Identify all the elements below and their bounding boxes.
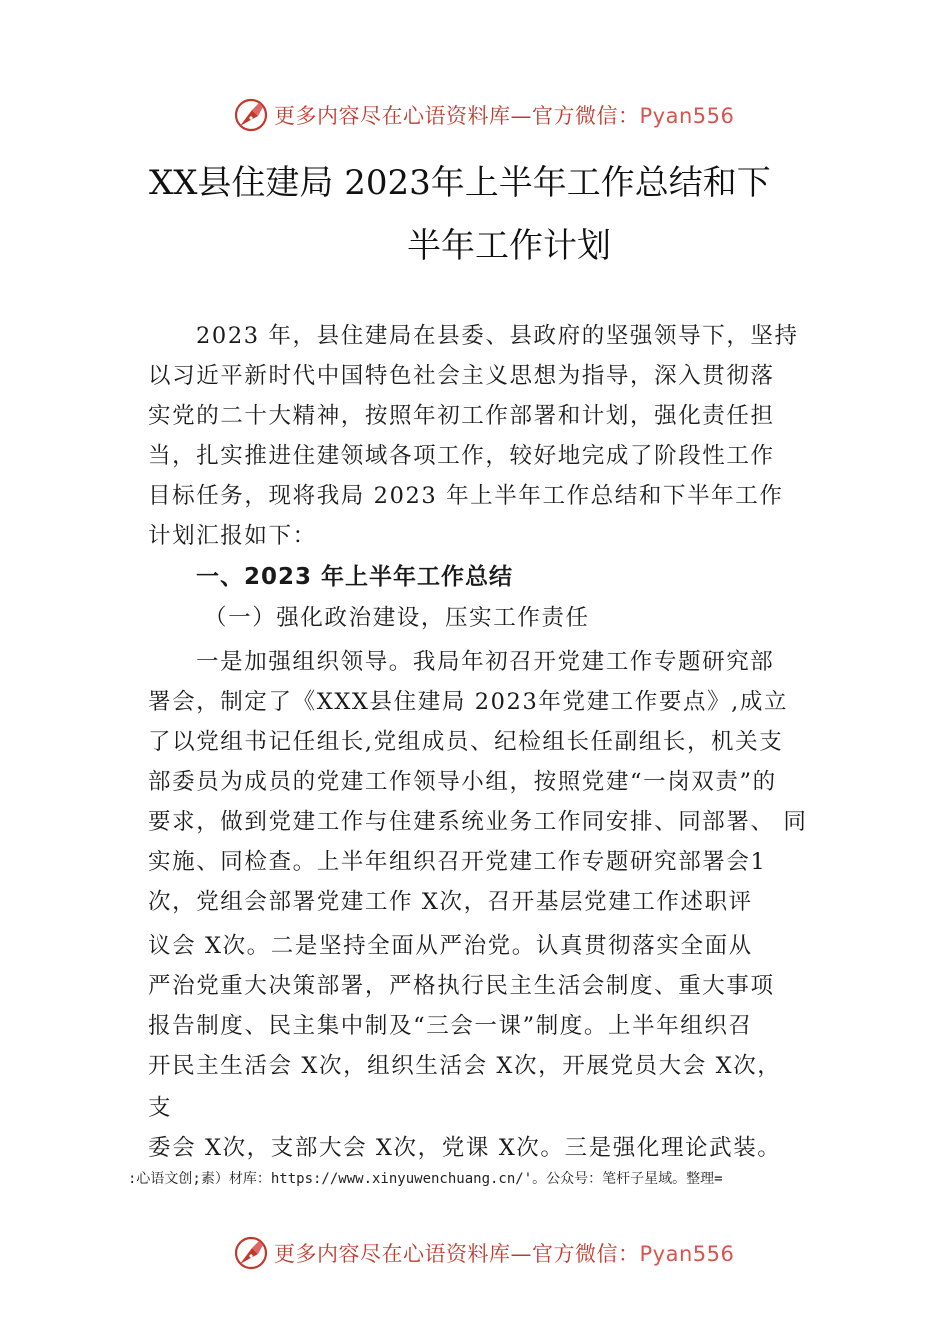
paragraph-line: 了以党组书记任组长,党组成员、纪检组长任副组长，机关支 (148, 729, 784, 755)
paragraph-line: 目标任务，现将我局 2023 年上半年工作总结和下半年工作 (148, 483, 784, 509)
paragraph-line: 开民主生活会 X次，组织生活会 X次，开展党员大会 X次， (148, 1053, 782, 1079)
banner-text: 更多内容尽在心语资料库—官方微信：Pyan556 (274, 104, 735, 128)
banner-wechat-id: Pyan556 (639, 104, 735, 128)
document-title-line-2: 半年工作计划 (407, 226, 611, 266)
banner-text: 更多内容尽在心语资料库—官方微信：Pyan556 (274, 1242, 735, 1266)
paragraph-line: 实施、同检查。上半年组织召开党建工作专题研究部署会1 (148, 849, 767, 875)
pen-nib-icon (232, 96, 270, 134)
header-banner (0, 94, 950, 138)
paragraph-line: 2023 年，县住建局在县委、县政府的坚强领导下，坚持 (196, 323, 799, 349)
section-heading: 一、2023 年上半年工作总结 (196, 564, 514, 590)
paragraph-line: 计划汇报如下： (148, 523, 317, 549)
paragraph-line: 实党的二十大精神，按照年初工作部署和计划，强化责任担 (148, 403, 775, 429)
source-footer: :心语文创;素）材库：https://www.xinyuwenchuang.cn/'。公众号：笔杆子星域。整理= (128, 1171, 723, 1187)
paragraph-line: 一是加强组织领导。我局年初召开党建工作专题研究部 (196, 649, 775, 675)
paragraph-line: 委会 X次，支部大会 X次，党课 X次。三是强化理论武装。 (148, 1135, 782, 1161)
paragraph-line: 部委员为成员的党建工作领导小组，按照党建“一岗双责”的 (148, 769, 777, 795)
paragraph-line: 要求，做到党建工作与住建系统业务工作同安排、同部署、 同 (148, 809, 808, 835)
footer-banner (0, 1232, 950, 1276)
document-title-line-1: XX县住建局 2023年上半年工作总结和下 (149, 163, 771, 203)
paragraph-line: 严治党重大决策部署，严格执行民主生活会制度、重大事项 (148, 973, 775, 999)
paragraph-line: 以习近平新时代中国特色社会主义思想为指导，深入贯彻落 (148, 363, 775, 389)
banner-wechat-id: Pyan556 (639, 1242, 735, 1266)
pen-nib-icon (232, 1234, 270, 1272)
paragraph-line: 报告制度、民主集中制及“三会一课”制度。上半年组织召 (148, 1013, 753, 1039)
paragraph-line: 议会 X次。二是坚持全面从严治党。认真贯彻落实全面从 (148, 933, 753, 959)
paragraph-line: 次，党组会部署党建工作 X次，召开基层党建工作述职评 (148, 889, 753, 915)
subsection-heading: （一）强化政治建设，压实工作责任 (204, 605, 590, 631)
paragraph-line: 署会，制定了《XXX县住建局 2023年党建工作要点》,成立 (148, 689, 789, 715)
paragraph-line: 当，扎实推进住建领域各项工作，较好地完成了阶段性工作 (148, 443, 775, 469)
paragraph-line: 支 (148, 1095, 173, 1121)
